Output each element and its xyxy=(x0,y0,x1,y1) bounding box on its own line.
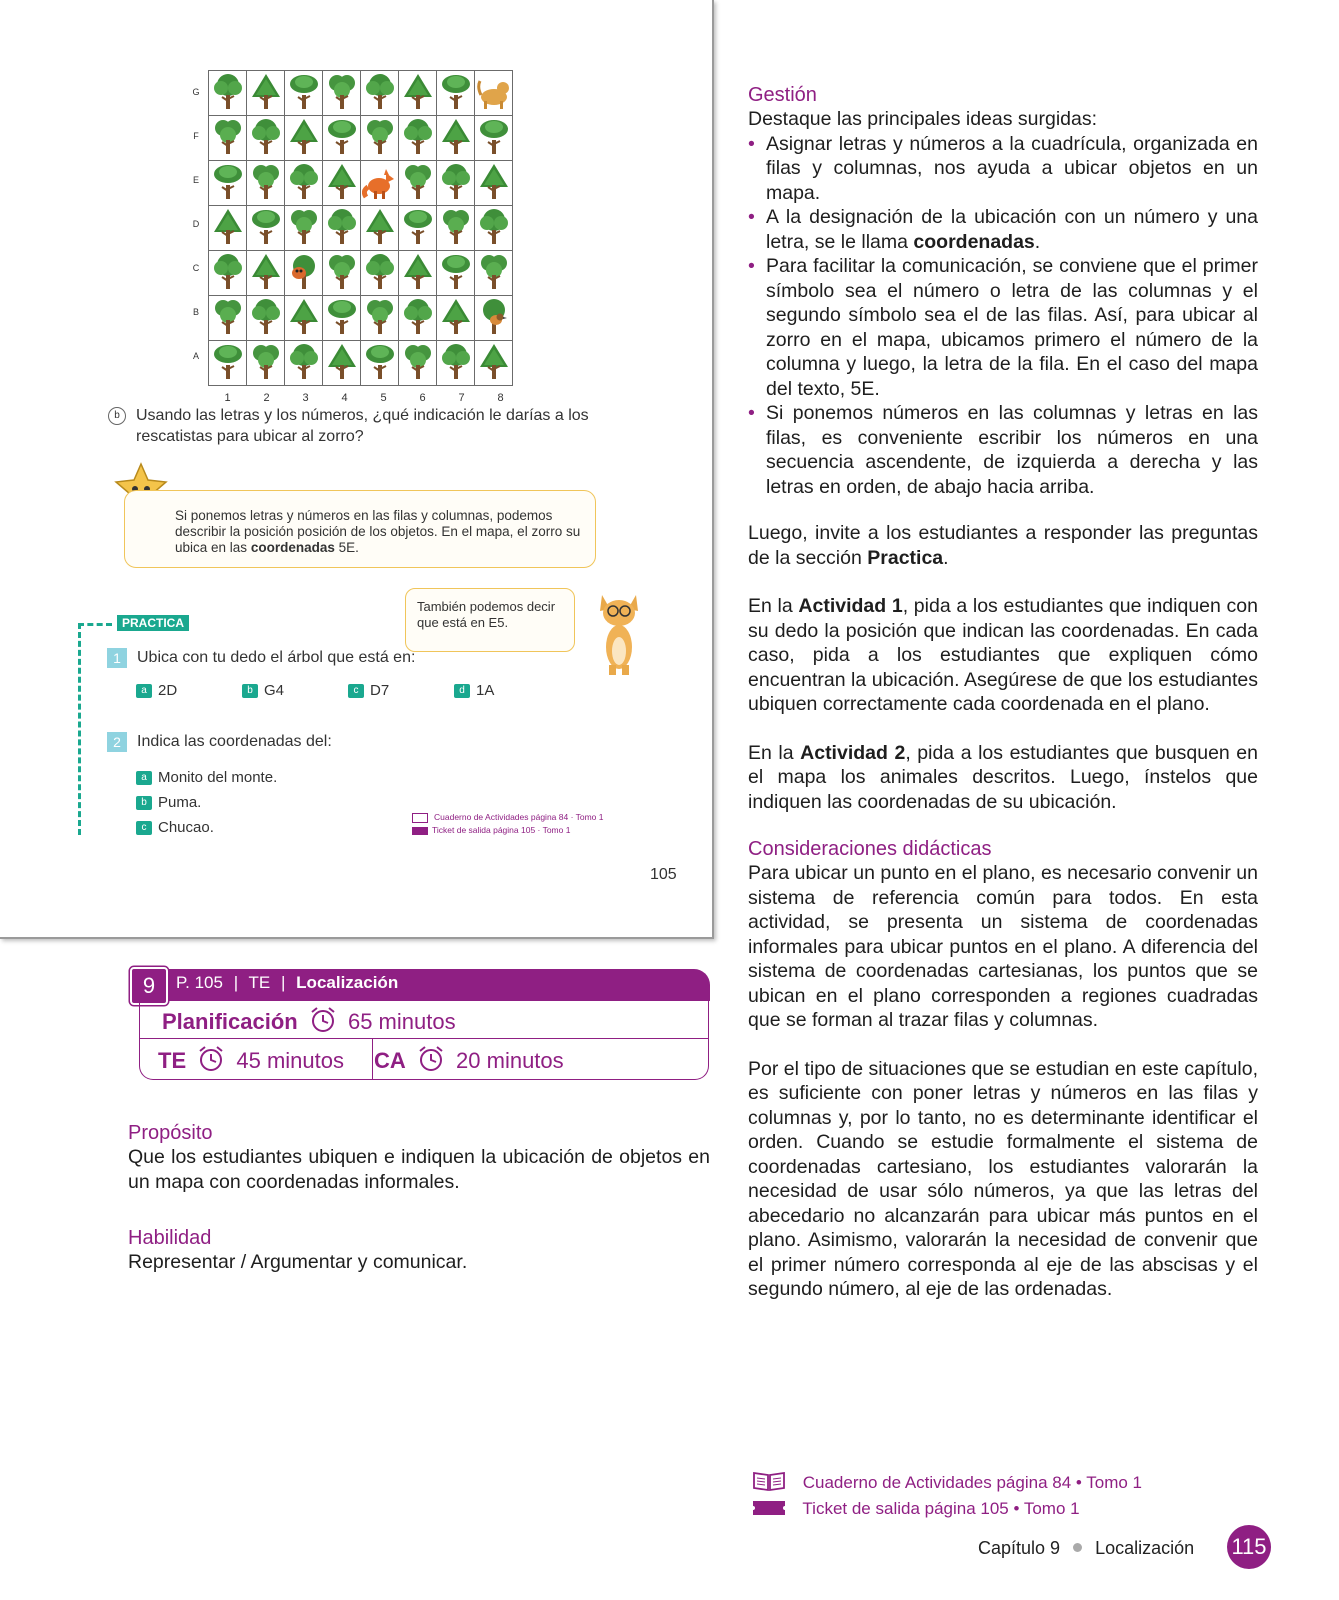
tree-icon xyxy=(247,341,285,386)
option-letter: b xyxy=(242,684,258,698)
habilidad-heading: Habilidad xyxy=(128,1227,212,1249)
option-value: 1A xyxy=(476,682,495,699)
coordinate-grid-map xyxy=(208,70,513,386)
planning-total: Planificación 65 minutos xyxy=(162,1006,456,1035)
reference-ticket: Ticket de salida página 105 • Tomo 1 xyxy=(752,1496,1142,1522)
tree-icon xyxy=(285,161,323,206)
tree-icon xyxy=(437,341,475,386)
consideraciones-heading: Consideraciones didácticas xyxy=(748,838,992,860)
grid-column-label: 8 xyxy=(497,392,504,404)
activity-2 xyxy=(107,732,332,752)
tree-icon xyxy=(399,206,437,251)
gestion-paragraph: En la Actividad 2, pida a los estudiantes que busquen en el mapa los animales descritos. Luego, ínstelos que indiquen las coordenadas de su ubicación. xyxy=(748,741,1258,813)
tree-icon xyxy=(247,251,285,296)
tree-icon xyxy=(247,161,285,206)
activity-1 xyxy=(107,648,415,668)
activity-1-text: Ubica con tu dedo el árbol que está en: xyxy=(137,649,416,667)
tree-icon xyxy=(399,161,437,206)
alarm-clock-icon xyxy=(196,1045,226,1073)
student-page-references xyxy=(412,811,604,837)
tree-icon xyxy=(437,71,475,116)
activity-2-text: Indica las coordenadas del: xyxy=(137,733,332,751)
activity-2-option xyxy=(136,790,436,815)
question-b xyxy=(108,405,628,447)
ticket-icon xyxy=(412,827,428,835)
grid-column-label: 4 xyxy=(341,392,348,404)
practica-dashed-connector xyxy=(78,623,112,626)
tree-icon xyxy=(209,251,247,296)
chapter-number-badge: 9 xyxy=(130,967,168,1005)
practica-label: PRACTICA xyxy=(117,615,189,631)
grid-row-label: D xyxy=(192,219,200,229)
page-number-badge: 115 xyxy=(1227,1525,1271,1569)
option-value: G4 xyxy=(264,682,285,699)
puma-icon xyxy=(475,71,513,116)
grid-column-label: 5 xyxy=(380,392,387,404)
bird-icon xyxy=(475,296,513,341)
option-value: D7 xyxy=(370,682,390,699)
tree-icon xyxy=(285,341,323,386)
tree-icon xyxy=(475,251,513,296)
activity-2-option xyxy=(136,765,436,790)
tree-icon xyxy=(399,296,437,341)
planning-header-text: P. 105 | TE | Localización xyxy=(176,973,399,992)
tree-icon xyxy=(399,251,437,296)
consideraciones-paragraph: Por el tipo de situaciones que se estudian en este capítulo, es suficiente con poner letras y números en las filas y columnas y, por lo tanto, no es determinante identificar el orden. Cuando se estudie formalmente el sistema de coordenadas cartesiano, los estudiantes valorarán la necesidad de usar sólo números, ya que las letras del abecedario no alcanzarán para ubicar más puntos en el plano. Asimismo, valorarán la necesidad de convenir que el primer número corresponda al eje de las abscisas y el segundo número, al eje de las ordenadas. xyxy=(748,1057,1258,1300)
tree-icon xyxy=(437,116,475,161)
planning-box xyxy=(130,967,710,1081)
fox-icon xyxy=(361,161,399,206)
activity-1-option xyxy=(454,682,560,699)
tree-icon xyxy=(361,116,399,161)
habilidad-text: Representar / Argumentar y comunicar. xyxy=(128,1251,468,1273)
gestion-bullet: • A la designación de la ubicación con un número y una letra, se le llama coordenadas. xyxy=(748,205,1258,254)
gestion-bullet: • Asignar letras y números a la cuadrícula, organizada en filas y columnas, nos ayuda a ubicar objetos en un mapa. xyxy=(748,132,1258,206)
tree-icon xyxy=(361,341,399,386)
tree-icon xyxy=(209,161,247,206)
activity-2-number: 2 xyxy=(107,732,127,752)
gestion-bullet: • Para facilitar la comunicación, se conviene que el primer símbolo sea el número o letra de las columnas y el segundo símbolo sea el de las filas. Así, para ubicar al zorro en el mapa, ubicamos primero el número de la columna y luego, la letra de la fila. En el caso del mapa del texto, 5E. xyxy=(748,254,1258,401)
speech-bubble-coordinates xyxy=(124,490,596,568)
tree-icon xyxy=(361,71,399,116)
habilidad-section xyxy=(128,1227,710,1275)
student-ref-cuaderno: Cuaderno de Actividades página 84 · Tomo 1 xyxy=(412,811,604,824)
grid-row-label: E xyxy=(192,175,199,185)
gestion-paragraph: En la Actividad 1, pida a los estudiantes que indiquen con su dedo la posición que indican las coordenadas. En cada caso, pida a los estudiantes que expliquen cómo encuentran la ubicación. Asegúrese de que los estudiantes ubiquen correctamente cada coordenada en el plano. xyxy=(748,595,1258,715)
grid-column-label: 2 xyxy=(263,392,270,404)
student-page-thumbnail xyxy=(0,0,714,939)
tree-icon xyxy=(247,71,285,116)
tree-icon xyxy=(437,161,475,206)
student-ref-ticket: Ticket de salida página 105 · Tomo 1 xyxy=(412,824,604,837)
tree-icon xyxy=(285,71,323,116)
tree-icon xyxy=(437,251,475,296)
gestion-section xyxy=(748,84,1258,1302)
tree-icon xyxy=(285,206,323,251)
tree-icon xyxy=(361,251,399,296)
question-b-letter: b xyxy=(108,407,126,425)
grid-row-label: F xyxy=(193,131,199,141)
planning-te: TE 45 minutos xyxy=(158,1045,344,1074)
grid-row xyxy=(209,206,513,251)
activity-1-option xyxy=(136,682,242,699)
tree-icon xyxy=(361,206,399,251)
monito-icon xyxy=(285,251,323,296)
grid-row-label: G xyxy=(192,87,200,97)
option-value: Puma. xyxy=(158,794,202,811)
fox-character-icon xyxy=(594,585,644,677)
tree-icon xyxy=(247,296,285,341)
tree-icon xyxy=(399,71,437,116)
option-letter: c xyxy=(136,821,152,835)
grid-column-label: 1 xyxy=(224,392,231,404)
tree-icon xyxy=(475,206,513,251)
grid-row xyxy=(209,296,513,341)
grid-row xyxy=(209,251,513,296)
option-value: Chucao. xyxy=(158,819,214,836)
activity-2-options xyxy=(136,765,436,840)
tree-icon xyxy=(437,296,475,341)
grid-row xyxy=(209,161,513,206)
tree-icon xyxy=(209,296,247,341)
activity-2-option xyxy=(136,815,436,840)
tree-icon xyxy=(475,116,513,161)
grid-row-label: A xyxy=(192,351,199,361)
book-icon xyxy=(412,813,428,823)
tree-icon xyxy=(285,116,323,161)
grid-row-label: C xyxy=(192,263,200,273)
activity-1-options xyxy=(136,682,596,699)
student-page-number: 105 xyxy=(650,866,677,883)
tree-icon xyxy=(323,116,361,161)
grid-row-label: B xyxy=(192,307,199,317)
alarm-clock-icon xyxy=(416,1045,446,1073)
grid-row xyxy=(209,71,513,116)
speech-bubble-e5 xyxy=(405,588,575,652)
tree-icon xyxy=(247,116,285,161)
option-letter: d xyxy=(454,684,470,698)
option-value: Monito del monte. xyxy=(158,769,278,786)
tree-icon xyxy=(209,341,247,386)
activity-1-option xyxy=(348,682,454,699)
tree-icon xyxy=(323,251,361,296)
tree-icon xyxy=(209,206,247,251)
option-letter: a xyxy=(136,684,152,698)
proposito-section xyxy=(128,1122,710,1194)
planning-body xyxy=(139,1001,709,1080)
grid-column-label: 7 xyxy=(458,392,465,404)
tree-icon xyxy=(399,341,437,386)
proposito-text: Que los estudiantes ubiquen e indiquen la ubicación de objetos en un mapa con coordenadas informales. xyxy=(128,1146,710,1193)
grid-row xyxy=(209,341,513,386)
gestion-bullets xyxy=(748,132,1258,500)
grid-row xyxy=(209,116,513,161)
activity-1-option xyxy=(242,682,348,699)
tree-icon xyxy=(475,341,513,386)
tree-icon xyxy=(475,161,513,206)
tree-icon xyxy=(323,206,361,251)
tree-icon xyxy=(323,341,361,386)
footer-chapter: Capítulo 9 Localización xyxy=(978,1538,1195,1558)
tree-icon xyxy=(437,206,475,251)
open-book-icon xyxy=(752,1470,786,1492)
gestion-intro: Destaque las principales ideas surgidas: xyxy=(748,108,1098,130)
tree-icon xyxy=(399,116,437,161)
tree-icon xyxy=(323,161,361,206)
practica-dashed-bracket xyxy=(78,623,81,835)
alarm-clock-icon xyxy=(308,1006,338,1034)
tree-icon xyxy=(209,71,247,116)
activity-1-number: 1 xyxy=(107,648,127,668)
references xyxy=(752,1470,1142,1522)
tree-icon xyxy=(285,296,323,341)
option-value: 2D xyxy=(158,682,178,699)
gestion-bullet: • Si ponemos números en las columnas y letras en las filas, es conveniente escribir los números en una secuencia ascendente, de izquierda a derecha y las letras en orden, de abajo hacia arriba. xyxy=(748,401,1258,499)
option-letter: b xyxy=(136,796,152,810)
tree-icon xyxy=(323,296,361,341)
grid-column-labels xyxy=(208,386,528,405)
tree-icon xyxy=(361,296,399,341)
proposito-heading: Propósito xyxy=(128,1122,213,1144)
consideraciones-paragraph: Para ubicar un punto en el plano, es necesario convenir un sistema de referencia común para todos. En esta actividad, se presenta un sistema de coordenadas informales para ubicar puntos en el plano. A diferencia del sistema de coordenadas cartesianas, los puntos que se ubican en el plano corresponden a regiones cuadradas que se forman al trazar filas y columnas. xyxy=(748,862,1258,1031)
speech-bubble-e5-text: También podemos decir que está en E5. xyxy=(417,599,556,630)
planning-ca: CA 20 minutos xyxy=(374,1045,564,1074)
footer-dot-icon xyxy=(1073,1543,1082,1552)
grid-row-labels xyxy=(190,70,204,378)
tree-icon xyxy=(323,71,361,116)
gestion-paragraph: Luego, invite a los estudiantes a responder las preguntas de la sección Practica. xyxy=(748,522,1258,569)
planning-divider-v xyxy=(372,1038,373,1079)
gestion-heading: Gestión xyxy=(748,84,817,106)
planning-divider-h xyxy=(140,1038,708,1039)
question-b-text: Usando las letras y los números, ¿qué indicación le darías a los rescatistas para ubicar al zorro? xyxy=(136,407,589,445)
tree-icon xyxy=(247,206,285,251)
option-letter: c xyxy=(348,684,364,698)
grid-column-label: 6 xyxy=(419,392,426,404)
option-letter: a xyxy=(136,771,152,785)
speech-bubble-text: Si ponemos letras y números en las filas y columnas, podemos describir la posición posición de los objetos. En el mapa, el zorro su ubica en las coordenadas 5E. xyxy=(175,508,581,555)
tree-icon xyxy=(209,116,247,161)
grid-column-label: 3 xyxy=(302,392,309,404)
ticket-icon xyxy=(752,1499,786,1517)
reference-cuaderno: Cuaderno de Actividades página 84 • Tomo 1 xyxy=(752,1470,1142,1496)
